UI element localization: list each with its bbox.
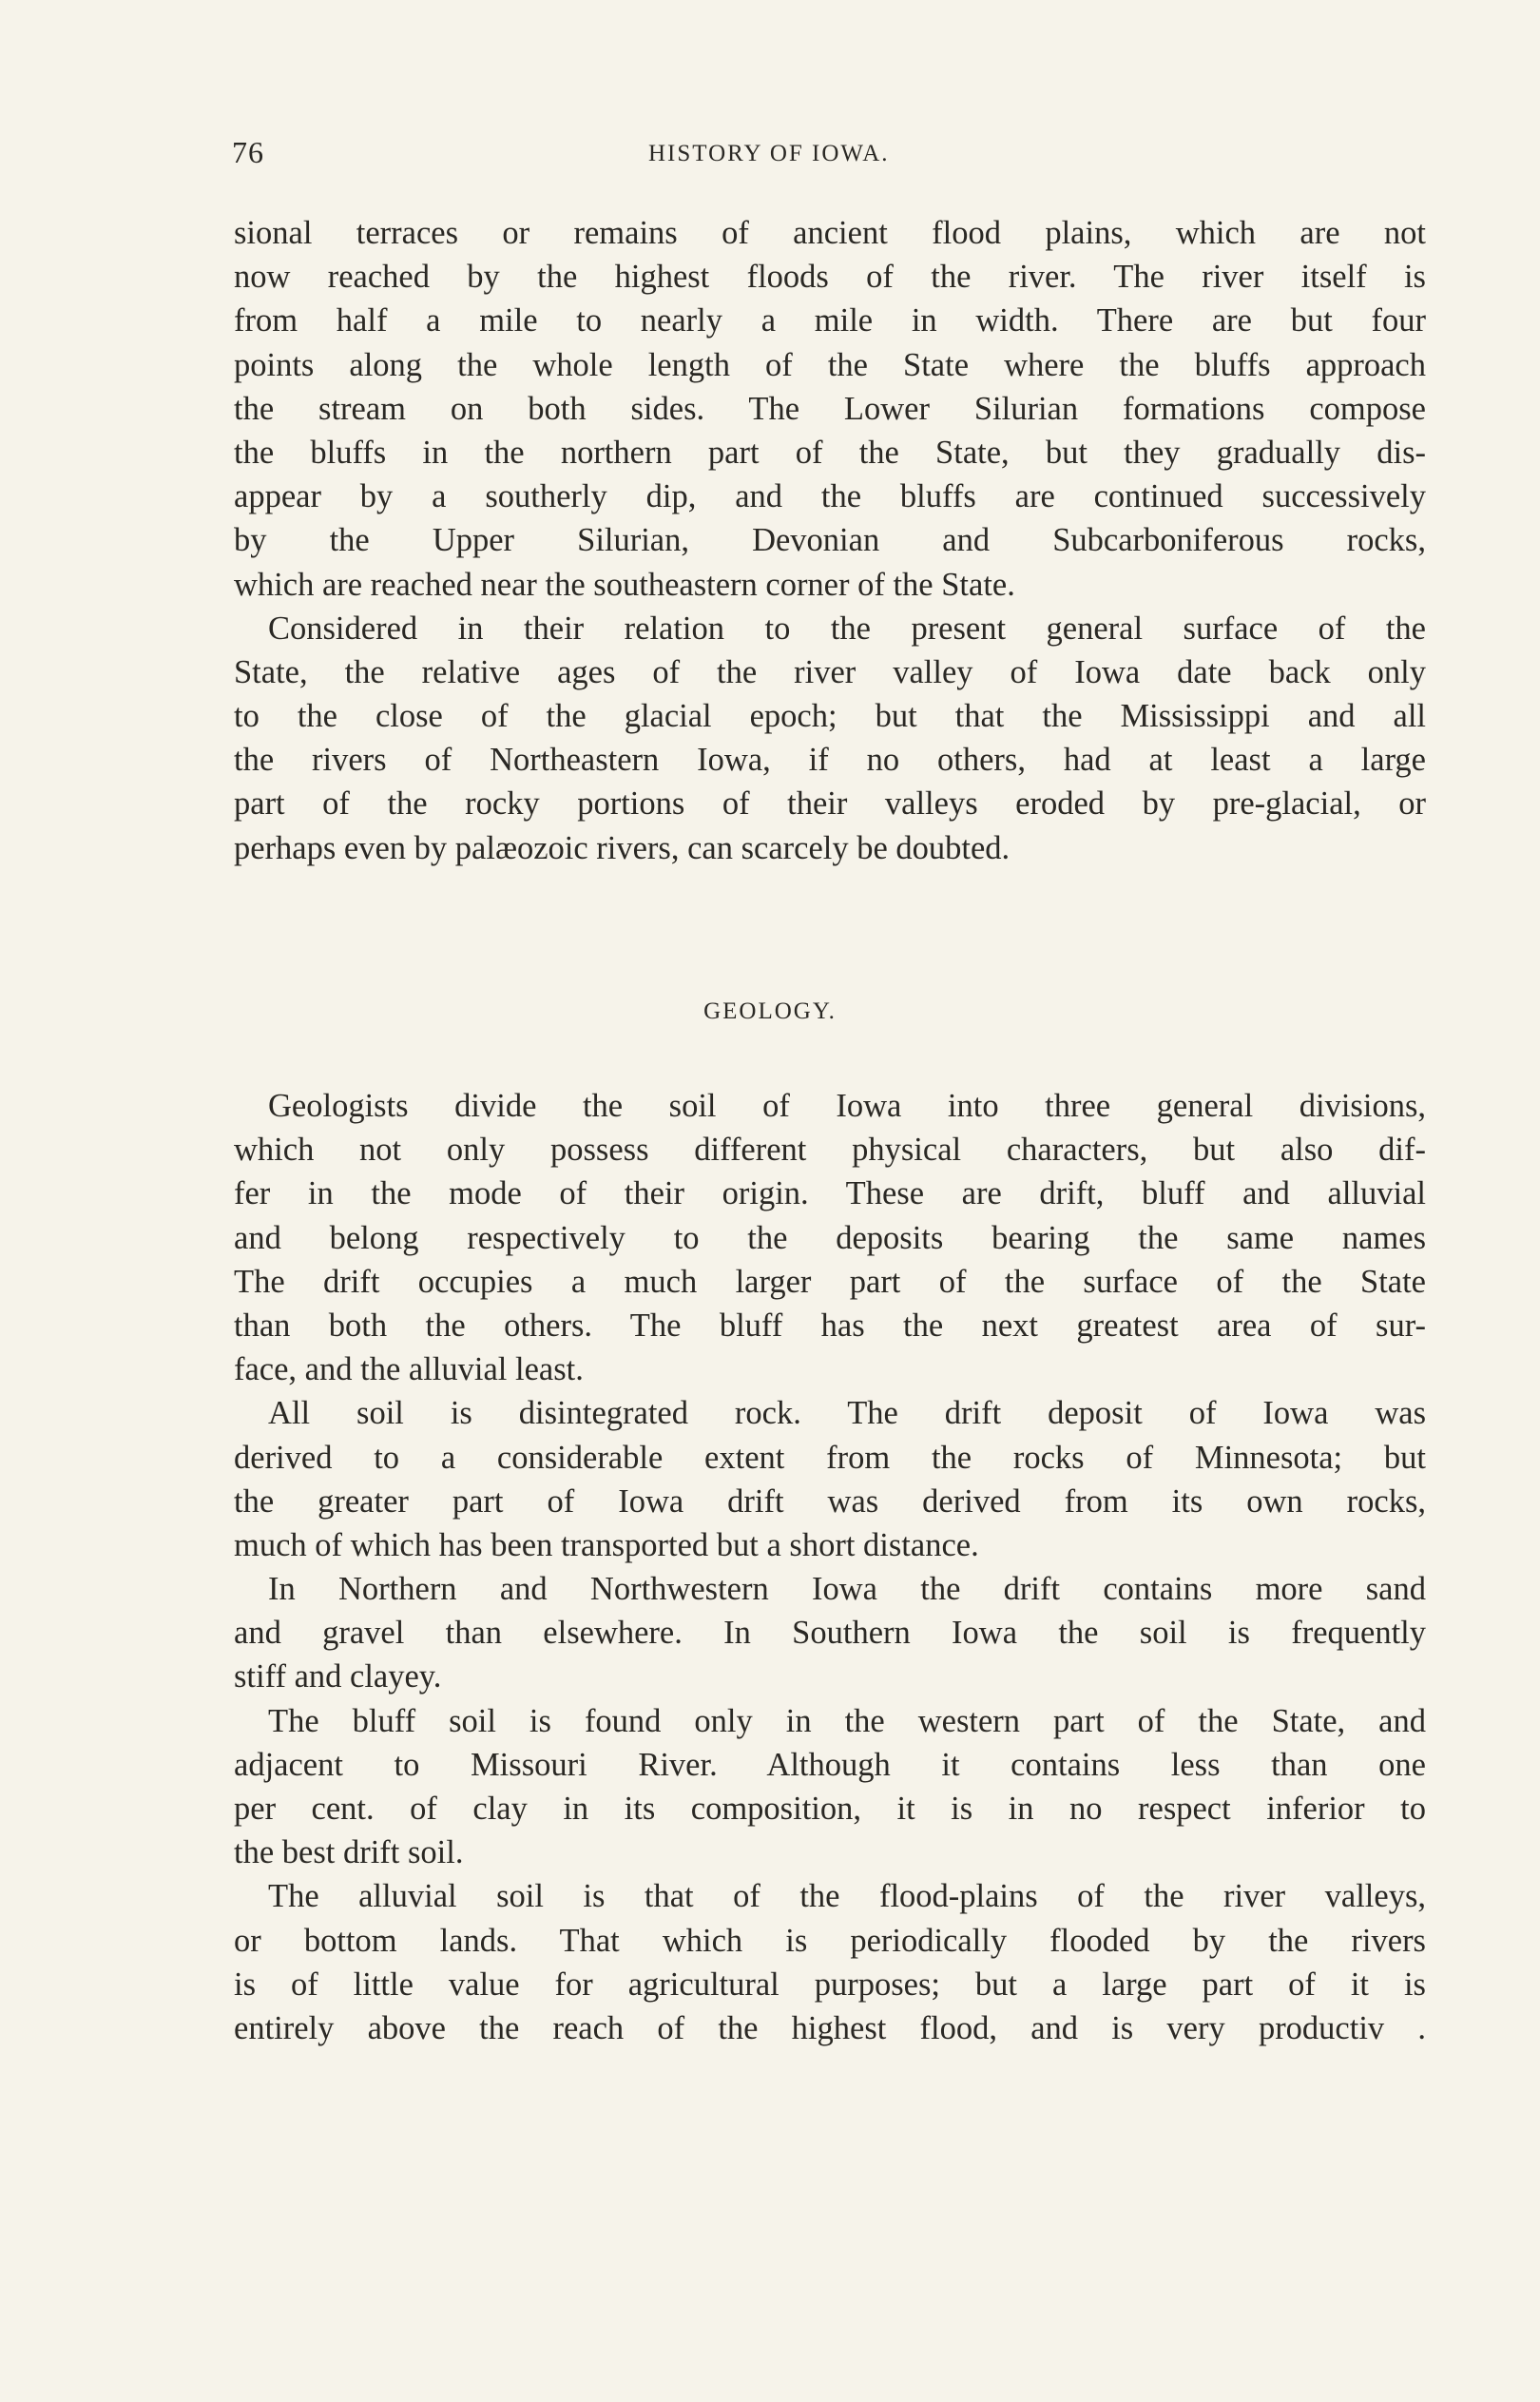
text-line: stiff and clayey.	[234, 1658, 442, 1695]
paragraph-soil-divisions	[234, 1084, 1426, 1391]
paragraph-alluvial-soil	[234, 1874, 1426, 2050]
text-line: part of the rocky portions of their valleys eroded by pre-glacial, or	[234, 785, 1426, 823]
text-line: now reached by the highest floods of the river. The river itself is	[234, 259, 1426, 296]
running-head: HISTORY OF IOWA.	[648, 141, 890, 166]
text-line: perhaps even by palæozoic rivers, can scarcely be doubted.	[234, 829, 1011, 866]
section-heading: GEOLOGY.	[703, 998, 837, 1024]
text-line: sional terraces or remains of ancient flood plains, which are not	[234, 215, 1426, 251]
text-block-lower	[234, 1084, 1426, 2050]
text-line: and gravel than elsewhere. In Southern Iowa the soil is frequently	[234, 1615, 1426, 1652]
paragraph-bluff-soil	[234, 1699, 1426, 1875]
text-line: much of which has been transported but a short distance.	[234, 1526, 979, 1563]
text-line: or bottom lands. That which is periodically flooded by the rivers	[234, 1922, 1426, 1959]
text-line: face, and the alluvial least.	[234, 1351, 584, 1388]
paragraph-terraces	[234, 211, 1426, 607]
text-line: from half a mile to nearly a mile in width. There are but four	[234, 302, 1426, 339]
text-block-upper	[234, 211, 1426, 870]
text-line: The bluff soil is found only in the western part of the State, and	[268, 1702, 1426, 1739]
text-line: appear by a southerly dip, and the bluffs are continued successively	[234, 478, 1426, 515]
page-number: 76	[232, 135, 264, 169]
paragraph-disintegrated-rock	[234, 1391, 1426, 1567]
text-line: is of little value for agricultural purposes; but a large part of it is	[234, 1966, 1426, 2003]
text-line: All soil is disintegrated rock. The drift deposit of Iowa was	[268, 1395, 1426, 1432]
text-line: the best drift soil.	[234, 1834, 464, 1871]
text-line: the bluffs in the northern part of the State, but they gradually dis-	[234, 434, 1426, 471]
text-line: fer in the mode of their origin. These are drift, bluff and alluvial	[234, 1175, 1426, 1212]
text-line: the stream on both sides. The Lower Silurian formations compose	[234, 390, 1426, 427]
paragraph-northern-drift	[234, 1567, 1426, 1699]
text-line: points along the whole length of the State where the bluffs approach	[234, 346, 1426, 383]
text-line: than both the others. The bluff has the next greatest area of sur-	[234, 1307, 1426, 1344]
text-line: State, the relative ages of the river valley of Iowa date back only	[234, 653, 1426, 690]
text-line: the rivers of Northeastern Iowa, if no others, had at least a large	[234, 742, 1426, 779]
text-line: The drift occupies a much larger part of the surface of the State	[234, 1263, 1426, 1300]
page-header	[232, 135, 1418, 173]
text-line: adjacent to Missouri River. Although it contains less than one	[234, 1746, 1426, 1783]
text-line: In Northern and Northwestern Iowa the drift contains more sand	[268, 1571, 1426, 1608]
paragraph-river-valley-age	[234, 607, 1426, 870]
text-line: and belong respectively to the deposits bearing the same names	[234, 1219, 1426, 1256]
text-line: which not only possess different physical characters, but also dif-	[234, 1132, 1426, 1169]
text-line: Geologists divide the soil of Iowa into three general divisions,	[268, 1088, 1426, 1124]
text-line: Considered in their relation to the present general surface of the	[268, 610, 1426, 647]
text-line: the greater part of Iowa drift was derived from its own rocks,	[234, 1482, 1426, 1520]
text-line: per cent. of clay in its composition, it is in no respect inferior to	[234, 1791, 1426, 1827]
text-line: derived to a considerable extent from the rocks of Minnesota; but	[234, 1439, 1426, 1476]
text-line: The alluvial soil is that of the flood-plains of the river valleys,	[268, 1878, 1426, 1915]
text-line: to the close of the glacial epoch; but that the Mississippi and all	[234, 698, 1426, 735]
text-line: by the Upper Silurian, Devonian and Subcarboniferous rocks,	[234, 522, 1426, 559]
text-line: entirely above the reach of the highest flood, and is very productiv .	[234, 2009, 1426, 2046]
text-line: which are reached near the southeastern corner of the State.	[234, 566, 1015, 603]
